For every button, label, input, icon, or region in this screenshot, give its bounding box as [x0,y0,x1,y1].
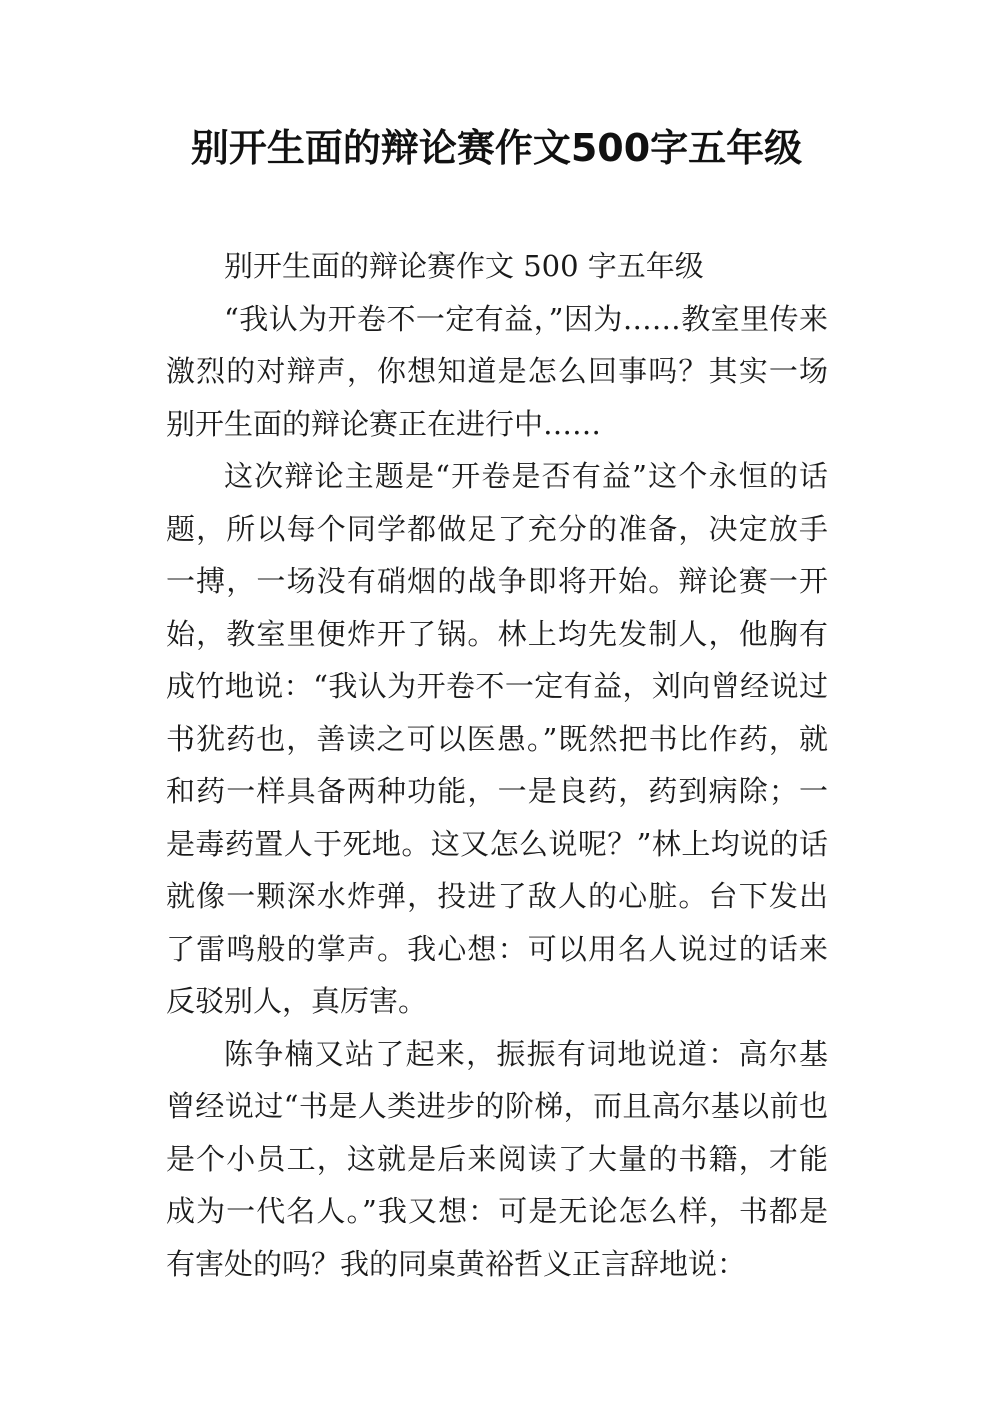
document-title: 别开生面的辩论赛作文500字五年级 [190,126,803,170]
paragraph-subtitle: 别开生面的辩论赛作文 500 字五年级 [224,249,704,283]
document-body [166,240,828,1290]
paragraph-debate-topic: 这次辩论主题是“开卷是否有益”这个永恒的话题，所以每个同学都做足了充分的准备，决定放手一搏，一场没有硝烟的战争即将开始。辩论赛一开始，教室里便炸开了锅。林上均先发制人，他胸有成竹地说：“我认为开卷不一定有益，刘向曾经说过书犹药也，善读之可以医愚。”既然把书比作药，就和药一样具备两种功能，一是良药，药到病除；一是毒药置人于死地。这又怎么说呢？”林上均说的话就像一颗深水炸弹，投进了敌人的心脏。台下发出了雷鸣般的掌声。我心想：可以用名人说过的话来反驳别人，真厉害。 [166,459,828,1018]
paragraph-intro: “我认为开卷不一定有益，”因为……教室里传来激烈的对辩声，你想知道是怎么回事吗？其实一场别开生面的辩论赛正在进行中…… [166,301,828,441]
paragraph-chen-zhengnan: 陈争楠又站了起来，振振有词地说道：高尔基曾经说过“书是人类进步的阶梯，而且高尔基以前也是个小员工，这就是后来阅读了大量的书籍，才能成为一代名人。”我又想：可是无论怎么样，书都是有害处的吗？我的同桌黄裕哲义正言辞地说： [166,1036,828,1281]
